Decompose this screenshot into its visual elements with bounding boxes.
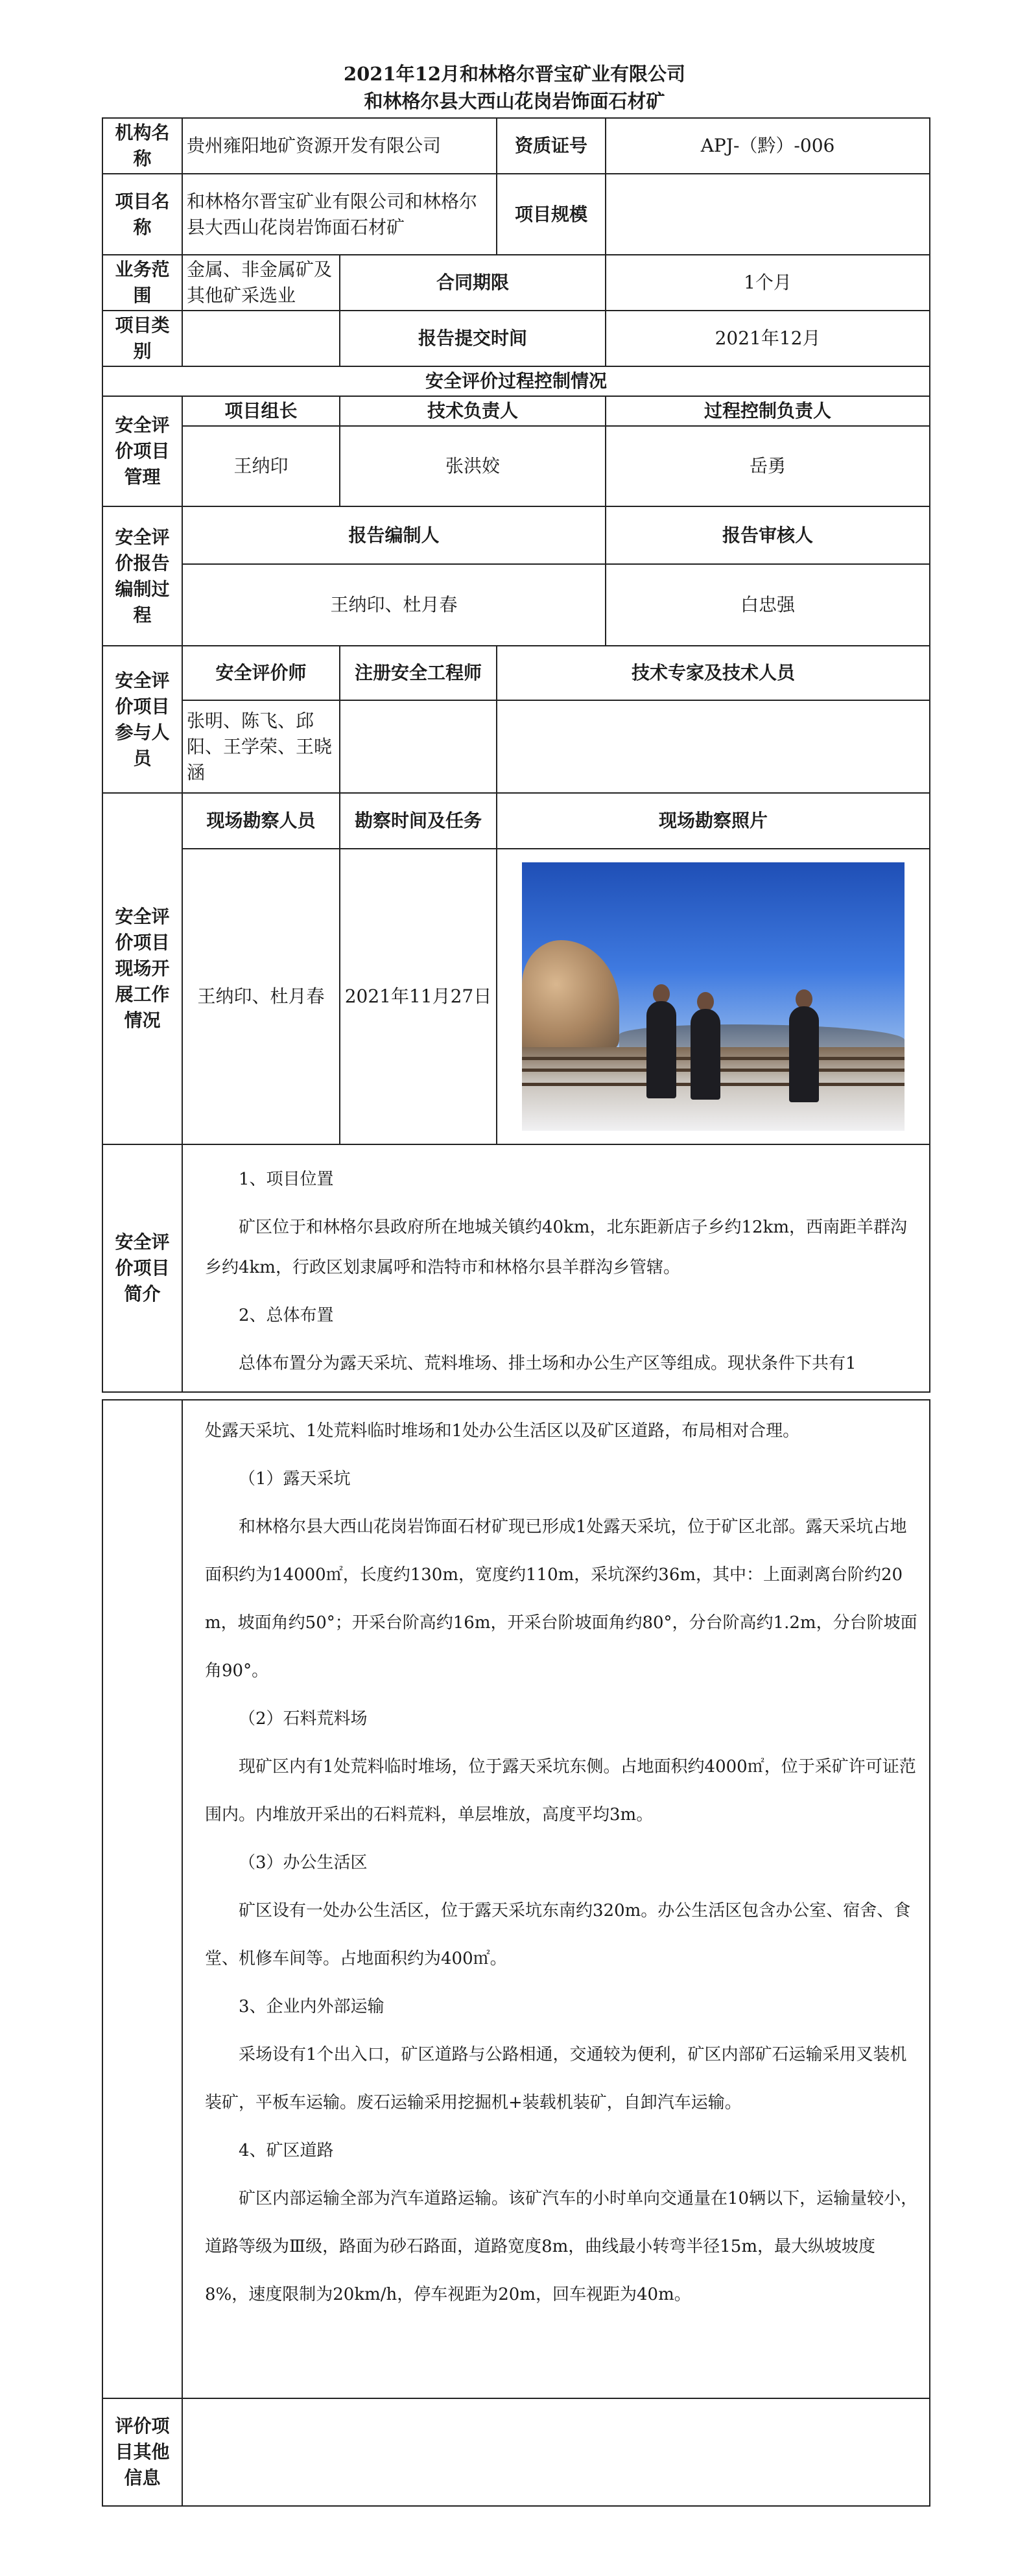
other-info-value bbox=[182, 2398, 930, 2506]
cont-p4: （2）石料荒料场 bbox=[239, 1709, 368, 1729]
cont-p2: （1）露天采坑 bbox=[239, 1469, 351, 1489]
site-label: 安全评价项目现场开展工作情况 bbox=[102, 793, 182, 1144]
cont-p11: 矿区内部运输全部为汽车道路运输。该矿汽车的小时单向交通量在10辆以下，运输量较小，道路等级为Ⅲ级，路面为砂石路面，道路宽度8m，曲线最小转弯半径15m，最大纵坡坡度8%，速度限制为20km/h，停车视距为20m，回车视距为40m。 bbox=[205, 2189, 918, 2304]
survey-photo-cell bbox=[497, 849, 930, 1144]
leader-value: 王纳印 bbox=[182, 426, 340, 506]
intro-p4: 总体布置分为露天采坑、荒料堆场、排土场和办公生产区等组成。现状条件下共有1 bbox=[239, 1354, 857, 1373]
cont-p10: 4、矿区道路 bbox=[239, 2141, 334, 2160]
staff-label: 安全评价项目参与人员 bbox=[102, 646, 182, 793]
section-title: 安全评价过程控制情况 bbox=[102, 366, 930, 396]
expert-header: 技术专家及技术人员 bbox=[497, 646, 930, 700]
compiler-header: 报告编制人 bbox=[182, 506, 606, 564]
org-label: 机构名称 bbox=[102, 118, 182, 174]
scale-value bbox=[606, 174, 930, 255]
photo-person bbox=[691, 1009, 720, 1100]
photo-person bbox=[789, 1006, 819, 1102]
survey-time-header: 勘察时间及任务 bbox=[340, 793, 497, 849]
process-header: 过程控制负责人 bbox=[606, 396, 930, 426]
survey-staff-header: 现场勘察人员 bbox=[182, 793, 340, 849]
report-time-label: 报告提交时间 bbox=[340, 311, 606, 366]
cont-p7: 矿区设有一处办公生活区，位于露天采坑东南约320m。办公生活区包含办公室、宿舍、食堂、机修车间等。占地面积约为400㎡。 bbox=[205, 1901, 911, 1968]
photo-rock bbox=[522, 940, 619, 1050]
period-value: 1个月 bbox=[606, 255, 930, 311]
cont-p9: 采场设有1个出入口，矿区道路与公路相通，交通较为便利，矿区内部矿石运输采用叉装机装矿，平板车运输。废石运输采用挖掘机+装载机装矿，自卸汽车运输。 bbox=[205, 2045, 907, 2112]
intro-p2: 矿区位于和林格尔县政府所在地城关镇约40km，北东距新店子乡约12km，西南距羊群沟乡约4km，行政区划隶属呼和浩特市和林格尔县羊群沟乡管辖。 bbox=[205, 1218, 907, 1277]
evaluator-header: 安全评价师 bbox=[182, 646, 340, 700]
engineer-header: 注册安全工程师 bbox=[340, 646, 497, 700]
photo-person bbox=[646, 1001, 676, 1098]
cont-p3: 和林格尔县大西山花岗岩饰面石材矿现已形成1处露天采坑，位于矿区北部。露天采坑占地面积约为14000㎡，长度约130m，宽度约110m，采坑深约36m，其中：上面剥离台阶约20m，坡面角约50°；开采台阶高约16m，开采台阶坡面角约80°，分台阶高约1.2m，分台阶坡面角90°。 bbox=[205, 1517, 917, 1681]
report-time-value: 2021年12月 bbox=[606, 311, 930, 366]
leader-header: 项目组长 bbox=[182, 396, 340, 426]
process-value: 岳勇 bbox=[606, 426, 930, 506]
reviewer-value: 白忠强 bbox=[606, 564, 930, 646]
evaluators-value: 张明、陈飞、邱阳、王学荣、王晓涵 bbox=[182, 700, 340, 793]
scope-label: 业务范围 bbox=[102, 255, 182, 311]
doc-title-line2: 和林格尔县大西山花岗岩饰面石材矿 bbox=[364, 90, 665, 112]
engineers-value bbox=[340, 700, 497, 793]
type-value bbox=[182, 311, 340, 366]
survey-photo-header: 现场勘察照片 bbox=[497, 793, 930, 849]
doc-title-line1: 2021年12月和林格尔晋宝矿业有限公司 bbox=[343, 63, 686, 85]
project-name-value: 和林格尔晋宝矿业有限公司和林格尔县大西山花岗岩饰面石材矿 bbox=[182, 174, 497, 255]
info-table bbox=[102, 117, 930, 1393]
cont-p5: 现矿区内有1处荒料临时堆场，位于露天采坑东侧。占地面积约4000㎡，位于采矿许可证范围内。内堆放开采出的石料荒料，单层堆放，高度平均3m。 bbox=[205, 1757, 916, 1825]
scale-label: 项目规模 bbox=[497, 174, 606, 255]
cont-p8: 3、企业内外部运输 bbox=[239, 1997, 384, 2016]
intro-content bbox=[182, 1144, 930, 1392]
intro-label: 安全评价项目简介 bbox=[102, 1144, 182, 1392]
intro-p1: 1、项目位置 bbox=[239, 1170, 334, 1189]
cont-p6: （3）办公生活区 bbox=[239, 1853, 368, 1873]
period-label: 合同期限 bbox=[340, 255, 606, 311]
project-name-label: 项目名称 bbox=[102, 174, 182, 255]
survey-staff-value: 王纳印、杜月春 bbox=[182, 849, 340, 1144]
cont-left-blank bbox=[102, 1400, 182, 2398]
tech-value: 张洪姣 bbox=[340, 426, 606, 506]
compiler-value: 王纳印、杜月春 bbox=[182, 564, 606, 646]
cert-value: APJ-（黔）-006 bbox=[606, 118, 930, 174]
intro-p3: 2、总体布置 bbox=[239, 1306, 334, 1325]
type-label: 项目类别 bbox=[102, 311, 182, 366]
reviewer-header: 报告审核人 bbox=[606, 506, 930, 564]
tech-header: 技术负责人 bbox=[340, 396, 606, 426]
cert-label: 资质证号 bbox=[497, 118, 606, 174]
mgmt-label: 安全评价项目管理 bbox=[102, 396, 182, 506]
compile-label: 安全评价报告编制过程 bbox=[102, 506, 182, 646]
survey-photo bbox=[522, 862, 905, 1131]
org-value: 贵州雍阳地矿资源开发有限公司 bbox=[182, 118, 497, 174]
continuation-table bbox=[102, 1399, 930, 2507]
other-info-label: 评价项目其他信息 bbox=[102, 2398, 182, 2506]
scope-value: 金属、非金属矿及其他矿采选业 bbox=[182, 255, 340, 311]
cont-content bbox=[182, 1400, 930, 2398]
survey-time-value: 2021年11月27日 bbox=[340, 849, 497, 1144]
cont-p1: 处露天采坑、1处荒料临时堆场和1处办公生活区以及矿区道路，布局相对合理。 bbox=[205, 1421, 800, 1441]
experts-value bbox=[497, 700, 930, 793]
